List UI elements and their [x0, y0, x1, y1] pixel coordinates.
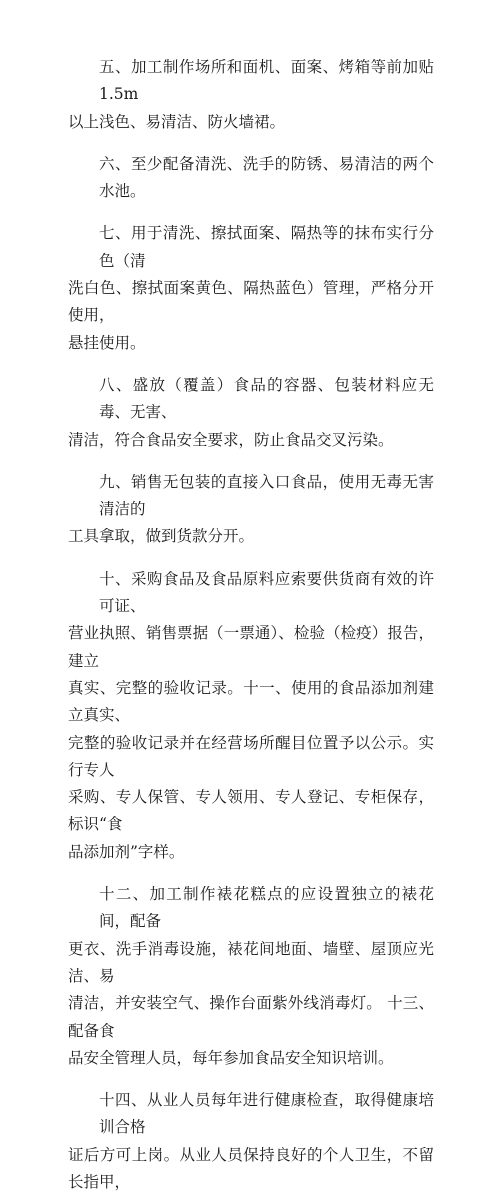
- text-line: 九、销售无包装的直接入口食品，使用无毒无害清洁的: [99, 472, 434, 519]
- paragraph: [68, 469, 434, 551]
- text-line: 悬挂使用。: [68, 333, 146, 352]
- text-line: 采购、专人保管、专人领用、专人登记、专柜保存，标识“食: [68, 788, 434, 834]
- text-line: 以上浅色、易清洁、防火墙裙。: [68, 112, 286, 131]
- text-line: 七、用于清洗、擦拭面案、隔热等的抹布实行分色（清: [99, 224, 434, 270]
- text-line: 工具拿取，做到货款分开。: [68, 527, 255, 546]
- text-line: 品添加剂”字样。: [68, 842, 185, 861]
- text-line: 八、盛放（覆盖）食品的容器、包装材料应无毒、无害、: [99, 375, 434, 422]
- text-line: 更衣、洗手消毒设施，裱花间地面、墙壁、屋顶应光洁、易: [68, 939, 434, 985]
- text-line: 清洁，并安装空气、操作台面紫外线消毒灯。 十三、配备食: [68, 994, 434, 1040]
- text-line: 六、至少配备清洗、洗手的防锈、易清洁的两个水池。: [99, 154, 434, 201]
- text-line: 证后方可上岗。从业人员保持良好的个人卫生，不留长指甲，: [68, 1145, 434, 1191]
- paragraph: [68, 220, 434, 356]
- text-line: 完整的验收记录并在经营场所醒目位置予以公示。实行专人: [68, 733, 434, 779]
- text-line: 十二、加工制作裱花糕点的应设置独立的裱花间，配备: [99, 885, 434, 931]
- paragraph: [68, 881, 434, 1072]
- paragraph: [68, 151, 434, 206]
- paragraph: [68, 372, 434, 454]
- document-page: [68, 54, 434, 1196]
- text-line: 十、采购食品及食品原料应索要供货商有效的许可证、: [99, 569, 434, 616]
- text-line: 五、加工制作场所和面机、面案、烤箱等前加贴 1.5m: [99, 58, 434, 104]
- text-line: 十四、从业人员每年进行健康检查，取得健康培训合格: [99, 1091, 434, 1137]
- text-line: 品安全管理人员，每年参加食品安全知识培训。: [68, 1048, 394, 1067]
- text-line: 营业执照、销售票据（一票通）、检验（检疫）报告，建立: [68, 624, 434, 670]
- text-line: 洗白色、擦拭面案黄色、隔热蓝色）管理，严格分开使用，: [68, 279, 434, 325]
- paragraph: [68, 566, 434, 866]
- text-line: 真实、完整的验收记录。十一、使用的食品添加剂建立真实、: [68, 678, 434, 725]
- paragraph: [68, 54, 434, 136]
- text-line: 清洁，符合食品安全要求，防止食品交叉污染。: [68, 430, 394, 449]
- paragraph: [68, 1087, 434, 1196]
